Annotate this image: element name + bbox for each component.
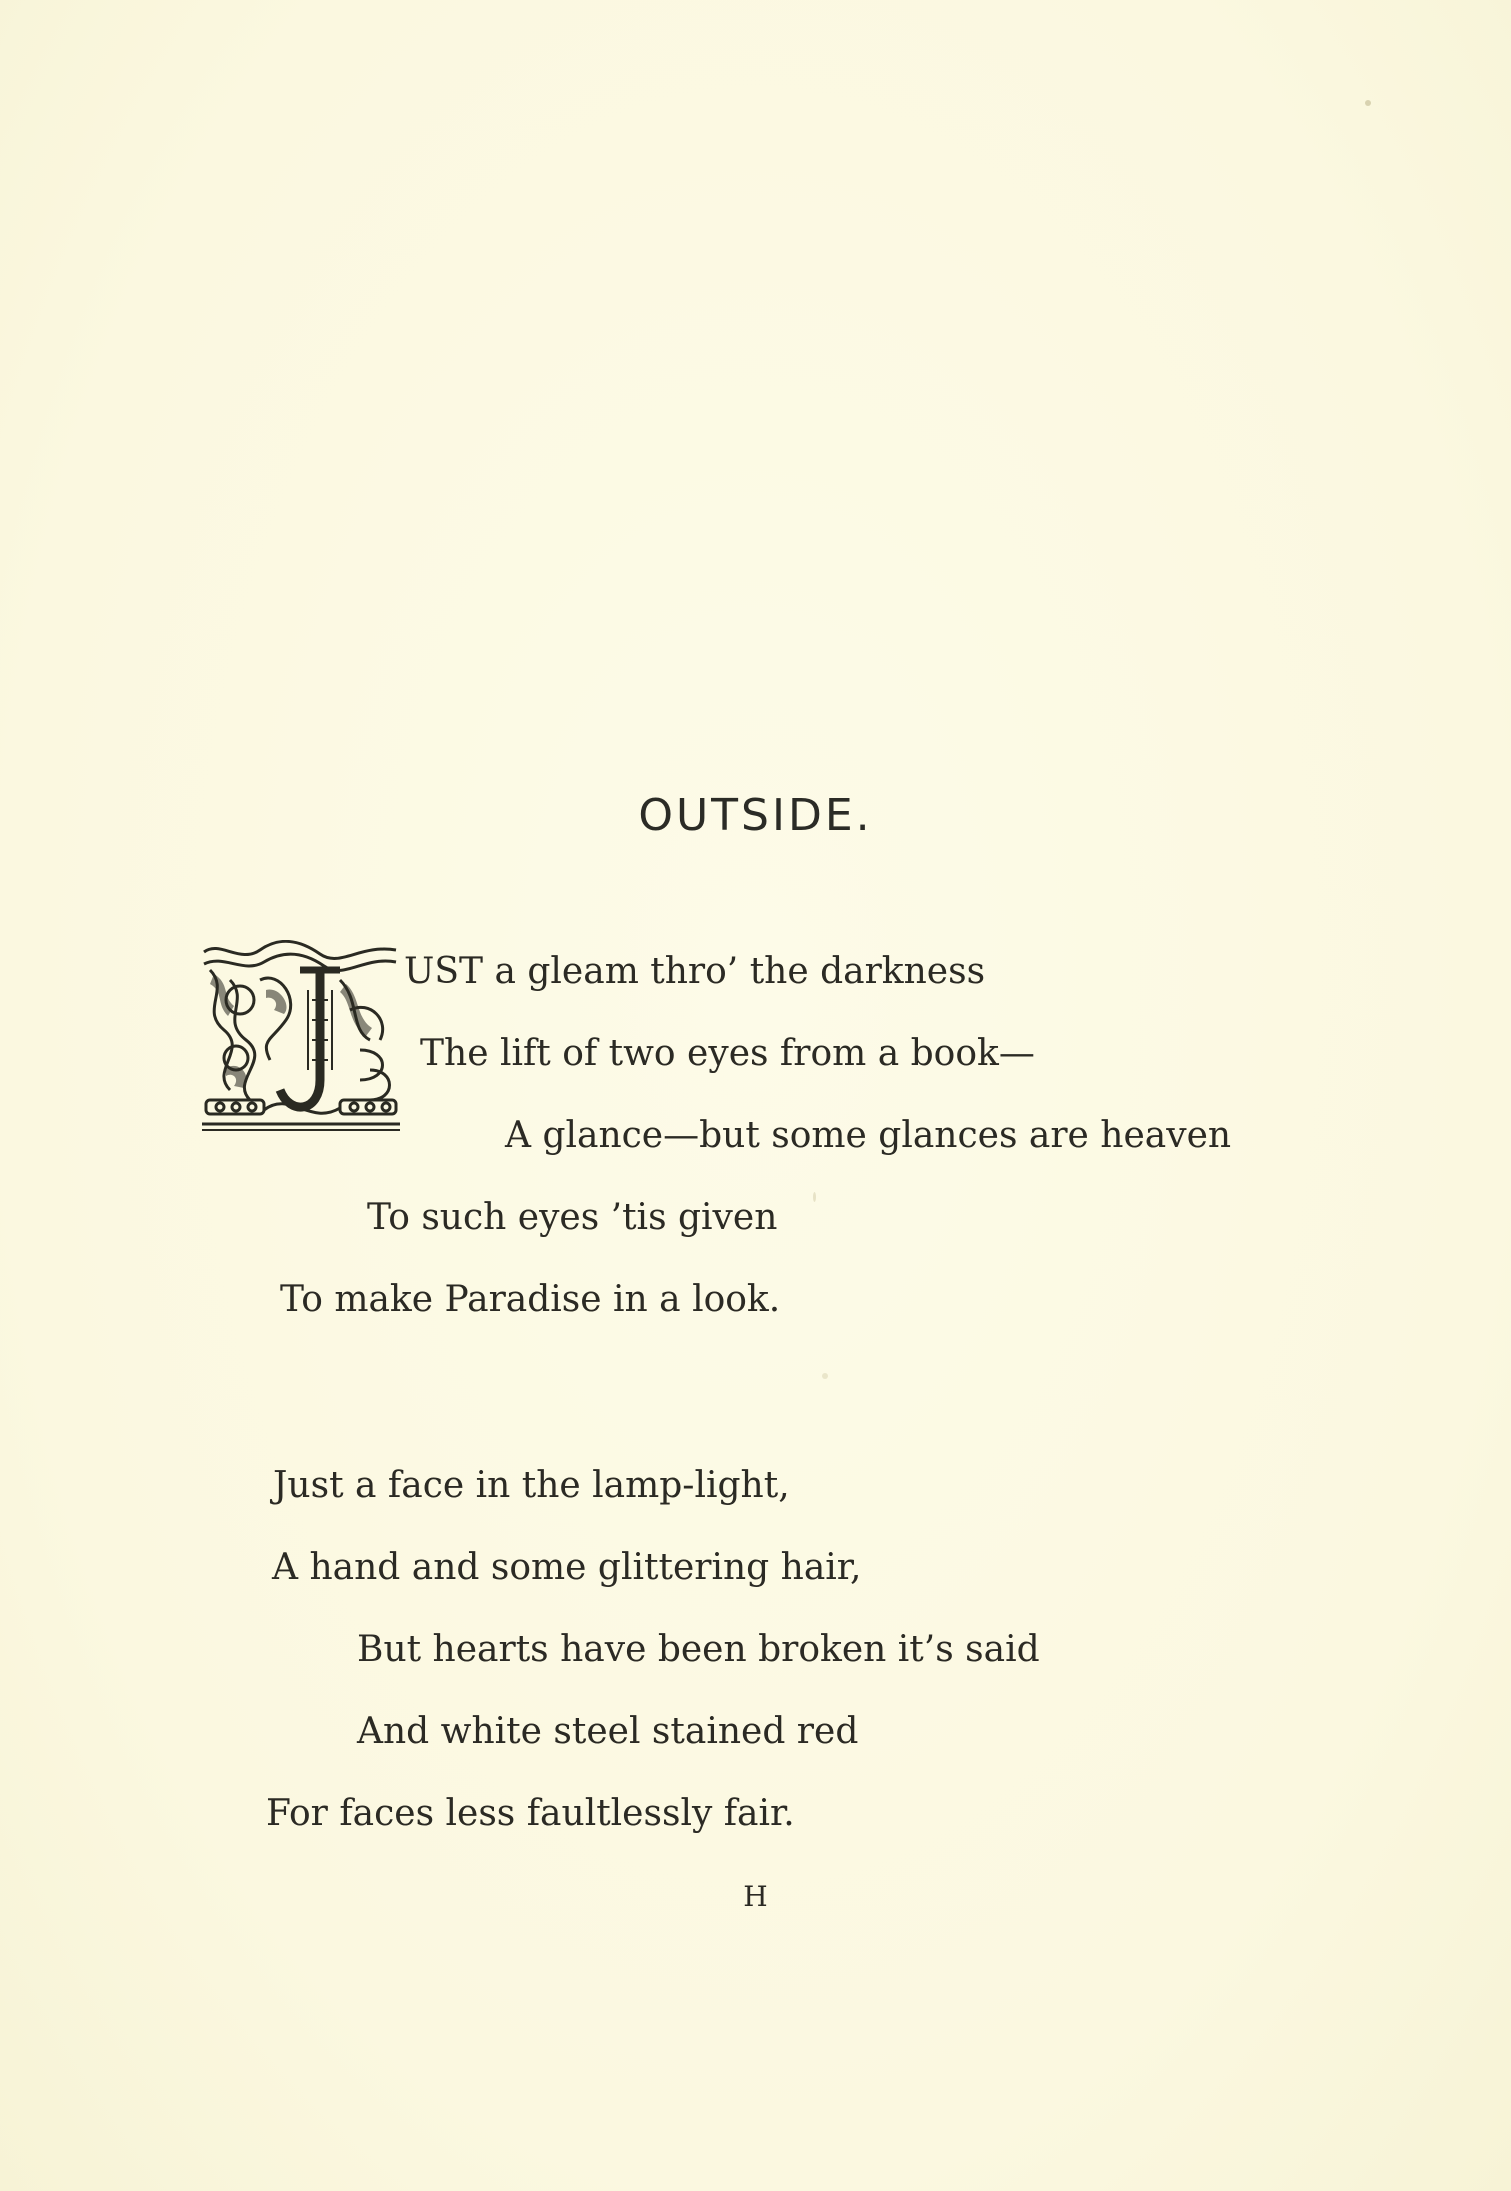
stanza-1-line-4: To such eyes ’tis given [367, 1197, 778, 1238]
paper-speck [1365, 100, 1371, 106]
stanza-2-line-4: And white steel stained red [357, 1711, 859, 1752]
stanza-1-line-5: To make Paradise in a look. [280, 1279, 781, 1320]
stanza-2-line-3: But hearts have been broken it’s said [357, 1629, 1040, 1670]
page-signature: H [743, 1880, 768, 1913]
stanza-2-line-1: Just a face in the lamp-light, [273, 1465, 790, 1506]
poem-title: OUTSIDE. [638, 790, 873, 841]
drop-cap-ornament [200, 940, 402, 1138]
paper-speck [822, 1373, 828, 1379]
stanza-1-line-2: The lift of two eyes from a book— [420, 1033, 1035, 1074]
stanza-1-line-3: A glance—but some glances are heaven [505, 1115, 1232, 1156]
stanza-2-line-5: For faces less faultlessly fair. [266, 1793, 795, 1834]
stanza-2-line-2: A hand and some glittering hair, [272, 1547, 862, 1588]
stanza-1-line-1: UST a gleam thro’ the darkness [404, 951, 986, 992]
paper-speck [813, 1192, 816, 1202]
